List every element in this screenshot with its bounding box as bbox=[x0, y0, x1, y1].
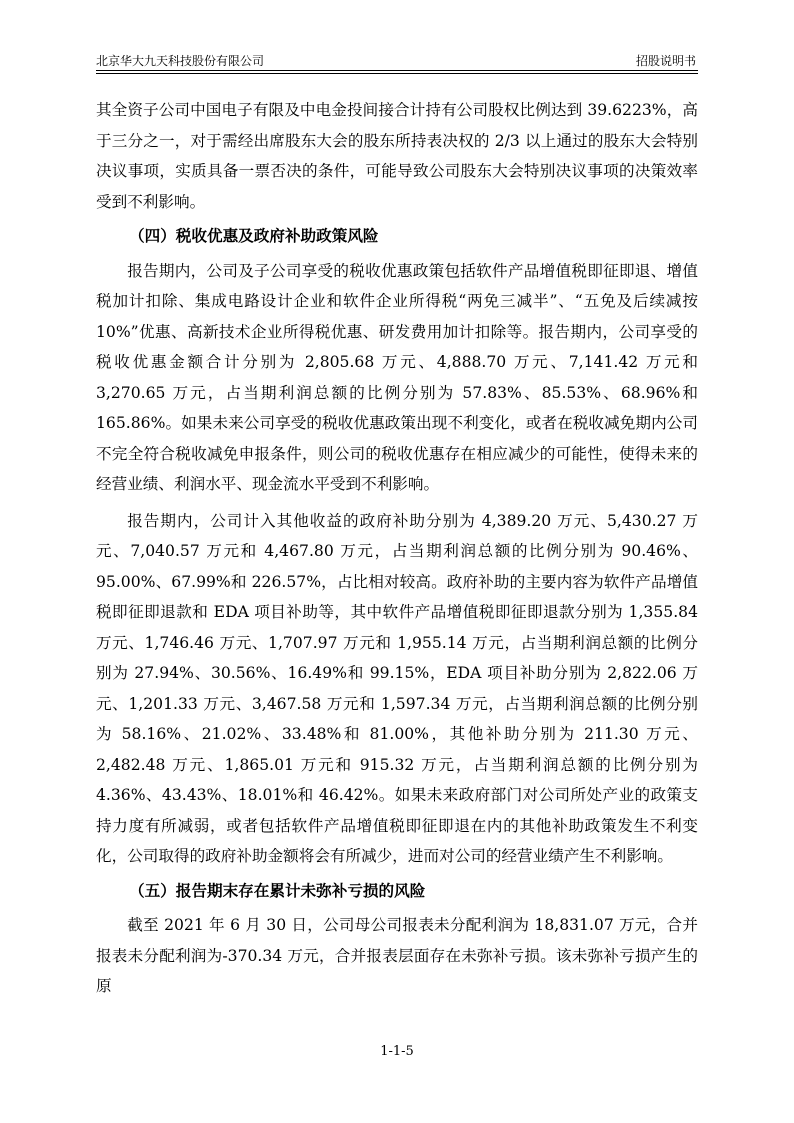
page-number: 1-1-5 bbox=[380, 1044, 414, 1059]
paragraph-government-subsidies: 报告期内，公司计入其他收益的政府补助分别为 4,389.20 万元、5,430.27 万元、7,040.57 万元和 4,467.80 万元，占当期利润总额的比例分别为 90.46%、95.00%、67.99%和 226.57%，占比相对较高。政府补助的主要内容为软件产品增值税即征即退款和 EDA 项目补助等，其中软件产品增值税即征即退款分别为 1,355.84 万元、1,746.46 万元、1,707.97 万元和 1,955.14 万元，占当期利润总额的比例分别为 27.94%、30.56%、16.49%和 99.15%，EDA 项目补助分别为 2,822.06 万元、1,201.33 万元、3,467.58 万元和 1,597.34 万元，占当期利润总额的比例分别为 58.16%、21.02%、33.48%和 81.00%，其他补助分别为 211.30 万元、2,482.48 万元、1,865.01 万元和 915.32 万元，占当期利润总额的比例分别为 4.36%、43.43%、18.01%和 46.42%。如果未来政府部门对公司所处产业的政策支持力度有所减弱，或者包括软件产品增值税即征即退在内的其他补助政策发生不利变化，公司取得的政府补助金额将会有所减少，进而对公司的经营业绩产生不利影响。 bbox=[96, 511, 698, 865]
section-heading-tax-policy: （四）税收优惠及政府补助政策风险 bbox=[129, 227, 379, 245]
page-body bbox=[96, 95, 698, 1002]
header-document-type: 招股说明书 bbox=[635, 54, 696, 68]
paragraph-shareholding: 其全资子公司中国电子有限及中电金投间接合计持有公司股权比例达到 39.6223%，高于三分之一，对于需经出席股东大会的股东所持表决权的 2/3 以上通过的股东大会特别决议事项，实质具备一票否决的条件，可能导致公司股东大会特别决议事项的决策效率受到不利影响。 bbox=[96, 101, 698, 211]
paragraph-tax-incentives: 报告期内，公司及子公司享受的税收优惠政策包括软件产品增值税即征即退、增值税加计扣除、集成电路设计企业和软件企业所得税“两免三减半”、“五免及后续减按 10%”优惠、高新技术企业所得税优惠、研发费用加计扣除等。报告期内，公司享受的税收优惠金额合计分别为 2,805.68 万元、4,888.70 万元、7,141.42 万元和 3,270.65 万元，占当期利润总额的比例分别为 57.83%、85.53%、68.96%和 165.86%。如果未来公司享受的税收优惠政策出现不利变化，或者在税收减免期内公司不完全符合税收减免申报条件，则公司的税收优惠存在相应减少的可能性，使得未来的经营业绩、利润水平、现金流水平受到不利影响。 bbox=[96, 261, 698, 493]
header-rule-bottom bbox=[96, 73, 698, 74]
header-rule-top bbox=[96, 70, 698, 71]
section-heading-accumulated-losses: （五）报告期末存在累计未弥补亏损的风险 bbox=[129, 881, 426, 900]
paragraph-undistributed-profit: 截至 2021 年 6 月 30 日，公司母公司报表未分配利润为 18,831.07 万元，合并报表未分配利润为-370.34 万元，合并报表层面存在未弥补亏损。该未弥补亏损产生的原 bbox=[96, 916, 698, 995]
page-header bbox=[96, 54, 698, 74]
header-company-name: 北京华大九天科技股份有限公司 bbox=[96, 54, 265, 68]
